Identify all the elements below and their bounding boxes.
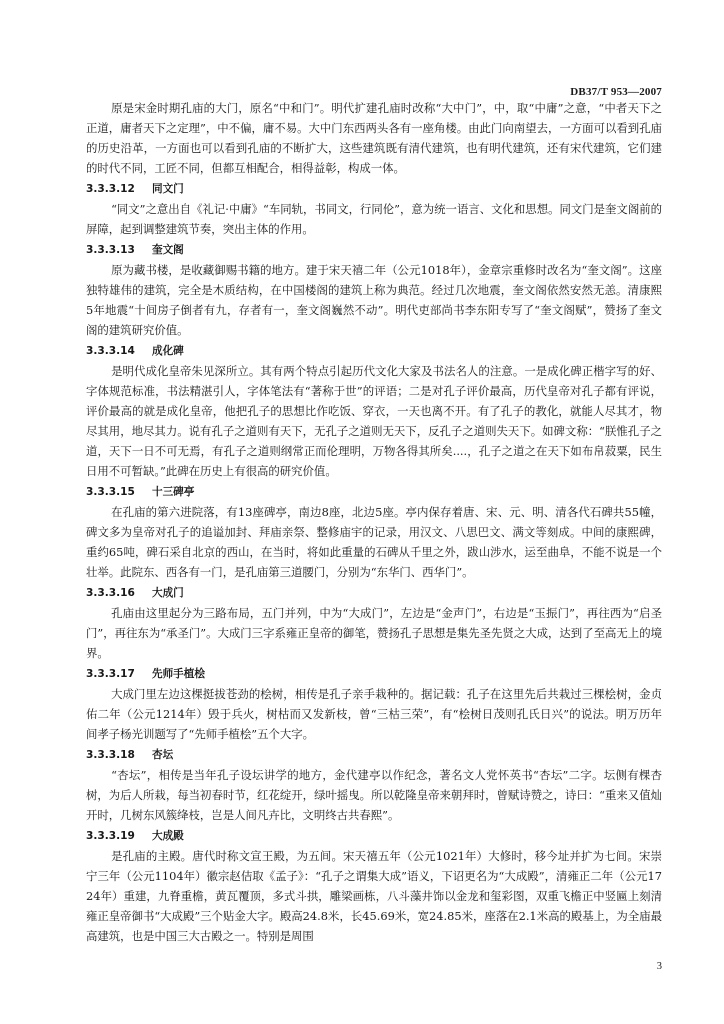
section-number: 3.3.3.15 xyxy=(86,486,135,498)
section-number: 3.3.3.17 xyxy=(86,668,135,680)
paragraph-dachengdian: 是孔庙的主殿。唐代时称文宣王殿，为五间。宋天禧五年（公元1021年）大修时，移今址并扩为七间。宋崇宁三年（公元1104年）徽宗赵佶取《孟子》：“孔子之谓集大成”语义，下诏更名为“大成殿”，清雍正二年（公元1724年）重建，九脊重檐，黄瓦覆顶，多式斗拱，雕梁画栋，八斗藻井饰以金龙和玺彩图，双重飞檐正中竖匾上刻清雍正皇帝御书“大成殿”三个贴金大字。殿高24.8米，长45.69米，宽24.85米，座落在2.1米高的殿基上，为全庙最高建筑，也是中国三大古殿之一。特别是周围 xyxy=(86,849,662,943)
section-number: 3.3.3.16 xyxy=(86,587,135,599)
section-number: 3.3.3.18 xyxy=(86,749,135,761)
section-heading-xingtan xyxy=(86,745,662,765)
section-title: 先师手植桧 xyxy=(152,668,205,680)
paragraph-kuiwenge: 原为藏书楼，是收藏御赐书籍的地方。建于宋天禧二年（公元1018年），金章宗重修时改名为“奎文阁”。这座独特雄伟的建筑，完全是木质结构，在中国楼阁的建筑上称为典范。经过几次地震，奎文阁依然安然无恙。清康熙5年地震“十间房子倒者有九，存者有一，奎文阁巍然不动”。明代吏部尚书李东阳专写了“奎文阁赋”，赞扬了奎文阁的建筑研究价值。 xyxy=(86,263,662,337)
paragraph-xingtan: “杏坛”，相传是当年孔子设坛讲学的地方，金代建亭以作纪念，著名文人党怀英书“杏坛”二字。坛侧有棵杏树，为后人所栽，每当初春时节，红花绽开，绿叶摇曳。所以乾隆皇帝来朝拜时，曾赋诗赞之，诗曰：“重来又值灿开时，几树东风簇绛枝，岂是人间凡卉比，文明终古共春熙”。 xyxy=(86,768,662,822)
section-title: 大成殿 xyxy=(152,830,184,842)
section-number: 3.3.3.12 xyxy=(86,183,135,195)
section-heading-dachengmen xyxy=(86,583,662,603)
paragraph-chenghuabei: 是明代成化皇帝朱见深所立。其有两个特点引起历代文化大家及书法名人的注意。一是成化碑正楷字写的好、字体规范标准，书法精湛引人，字体笔法有“著称于世”的评语；二是对孔子评价最高，历代皇帝对孔子都有评说，评价最高的就是成化皇帝，他把孔子的思想比作吃饭、穿衣，一天也离不开。有了孔子的教化，就能人尽其才，物尽其用，地尽其力。说有孔子之道则有天下，无孔子之道则无天下，反孔子之道则失天下。如碑文称：“朕惟孔子之道，天下一日不可无焉，有孔子之道则纲常正而伦理明，万物各得其所矣....，孔子之道之在天下如布帛菽粟，民生日用不可暂缺。”此碑在历史上有很高的研究价值。 xyxy=(86,364,662,478)
section-number: 3.3.3.19 xyxy=(86,830,135,842)
document-code: DB37/T 953—2007 xyxy=(570,86,662,98)
section-heading-dachengdian xyxy=(86,826,662,846)
section-title: 成化碑 xyxy=(152,345,184,357)
document-body xyxy=(86,98,662,947)
section-heading-xianshishouzhigui xyxy=(86,664,662,684)
section-heading-shisanbeiting xyxy=(86,482,662,502)
section-number: 3.3.3.14 xyxy=(86,345,135,357)
paragraph-shisanbeiting: 在孔庙的第六进院落，有13座碑亭，南边8座，北边5座。亭内保存着唐、宋、元、明、清各代石碑共55幢，碑文多为皇帝对孔子的追谥加封、拜庙亲祭、整修庙宇的记录，用汉文、八思巴文、满文等刻成。中间的康熙碑，重约65吨，碑石采自北京的西山，在当时，将如此重量的石碑从千里之外，跋山涉水，运至曲阜，不能不说是一个壮举。此院东、西各有一门，是孔庙第三道腰门，分别为“东华门、西华门”。 xyxy=(86,505,662,579)
section-number: 3.3.3.13 xyxy=(86,244,135,256)
section-heading-chenghuabei xyxy=(86,341,662,361)
paragraph-tongwenmen: “同文”之意出自《礼记·中庸》“车同轨，书同文，行同伦”，意为统一语言、文化和思想。同文门是奎文阁前的屏障，起到调整建筑节奏，突出主体的作用。 xyxy=(86,202,662,236)
section-title: 杏坛 xyxy=(152,749,174,761)
paragraph-xianshishouzhigui: 大成门里左边这棵挺拔苍劲的桧树，相传是孔子亲手栽种的。据记载：孔子在这里先后共栽过三棵桧树，金贞佑二年（公元1214年）毁于兵火，树枯而又发新枝，曾“三枯三荣”，有“桧树日茂则孔氏日兴”的说法。明万历年间孝子杨光训题写了“先师手植桧”五个大字。 xyxy=(86,687,662,741)
section-title: 奎文阁 xyxy=(152,244,184,256)
section-title: 大成门 xyxy=(152,587,184,599)
paragraph-dachengmen: 孔庙由这里起分为三路布局，五门并列，中为“大成门”，左边是“金声门”，右边是“玉振门”，再往西为“启圣门”，再往东为“承圣门”。大成门三字系雍正皇帝的御笔，赞扬孔子思想是集先圣先贤之大成，达到了至高无上的境界。 xyxy=(86,606,662,660)
section-heading-tongwenmen xyxy=(86,179,662,199)
section-title: 同文门 xyxy=(152,183,184,195)
section-title: 十三碑亭 xyxy=(152,486,195,498)
section-heading-kuiwenge xyxy=(86,240,662,260)
page-number: 3 xyxy=(656,961,662,972)
paragraph-dazhongmen: 原是宋金时期孔庙的大门，原名“中和门”。明代扩建孔庙时改称“大中门”，中，取“中庸”之意，“中者天下之正道，庸者天下之定理”，中不偏，庸不易。大中门东西两头各有一座角楼。由此门向南望去，一方面可以看到孔庙的历史沿革，一方面也可以看到孔庙的不断扩大，这些建筑既有清代建筑，也有明代建筑，还有宋代建筑，它们建的时代不同，工匠不同，但都互相配合，相得益彰，构成一体。 xyxy=(86,101,662,175)
